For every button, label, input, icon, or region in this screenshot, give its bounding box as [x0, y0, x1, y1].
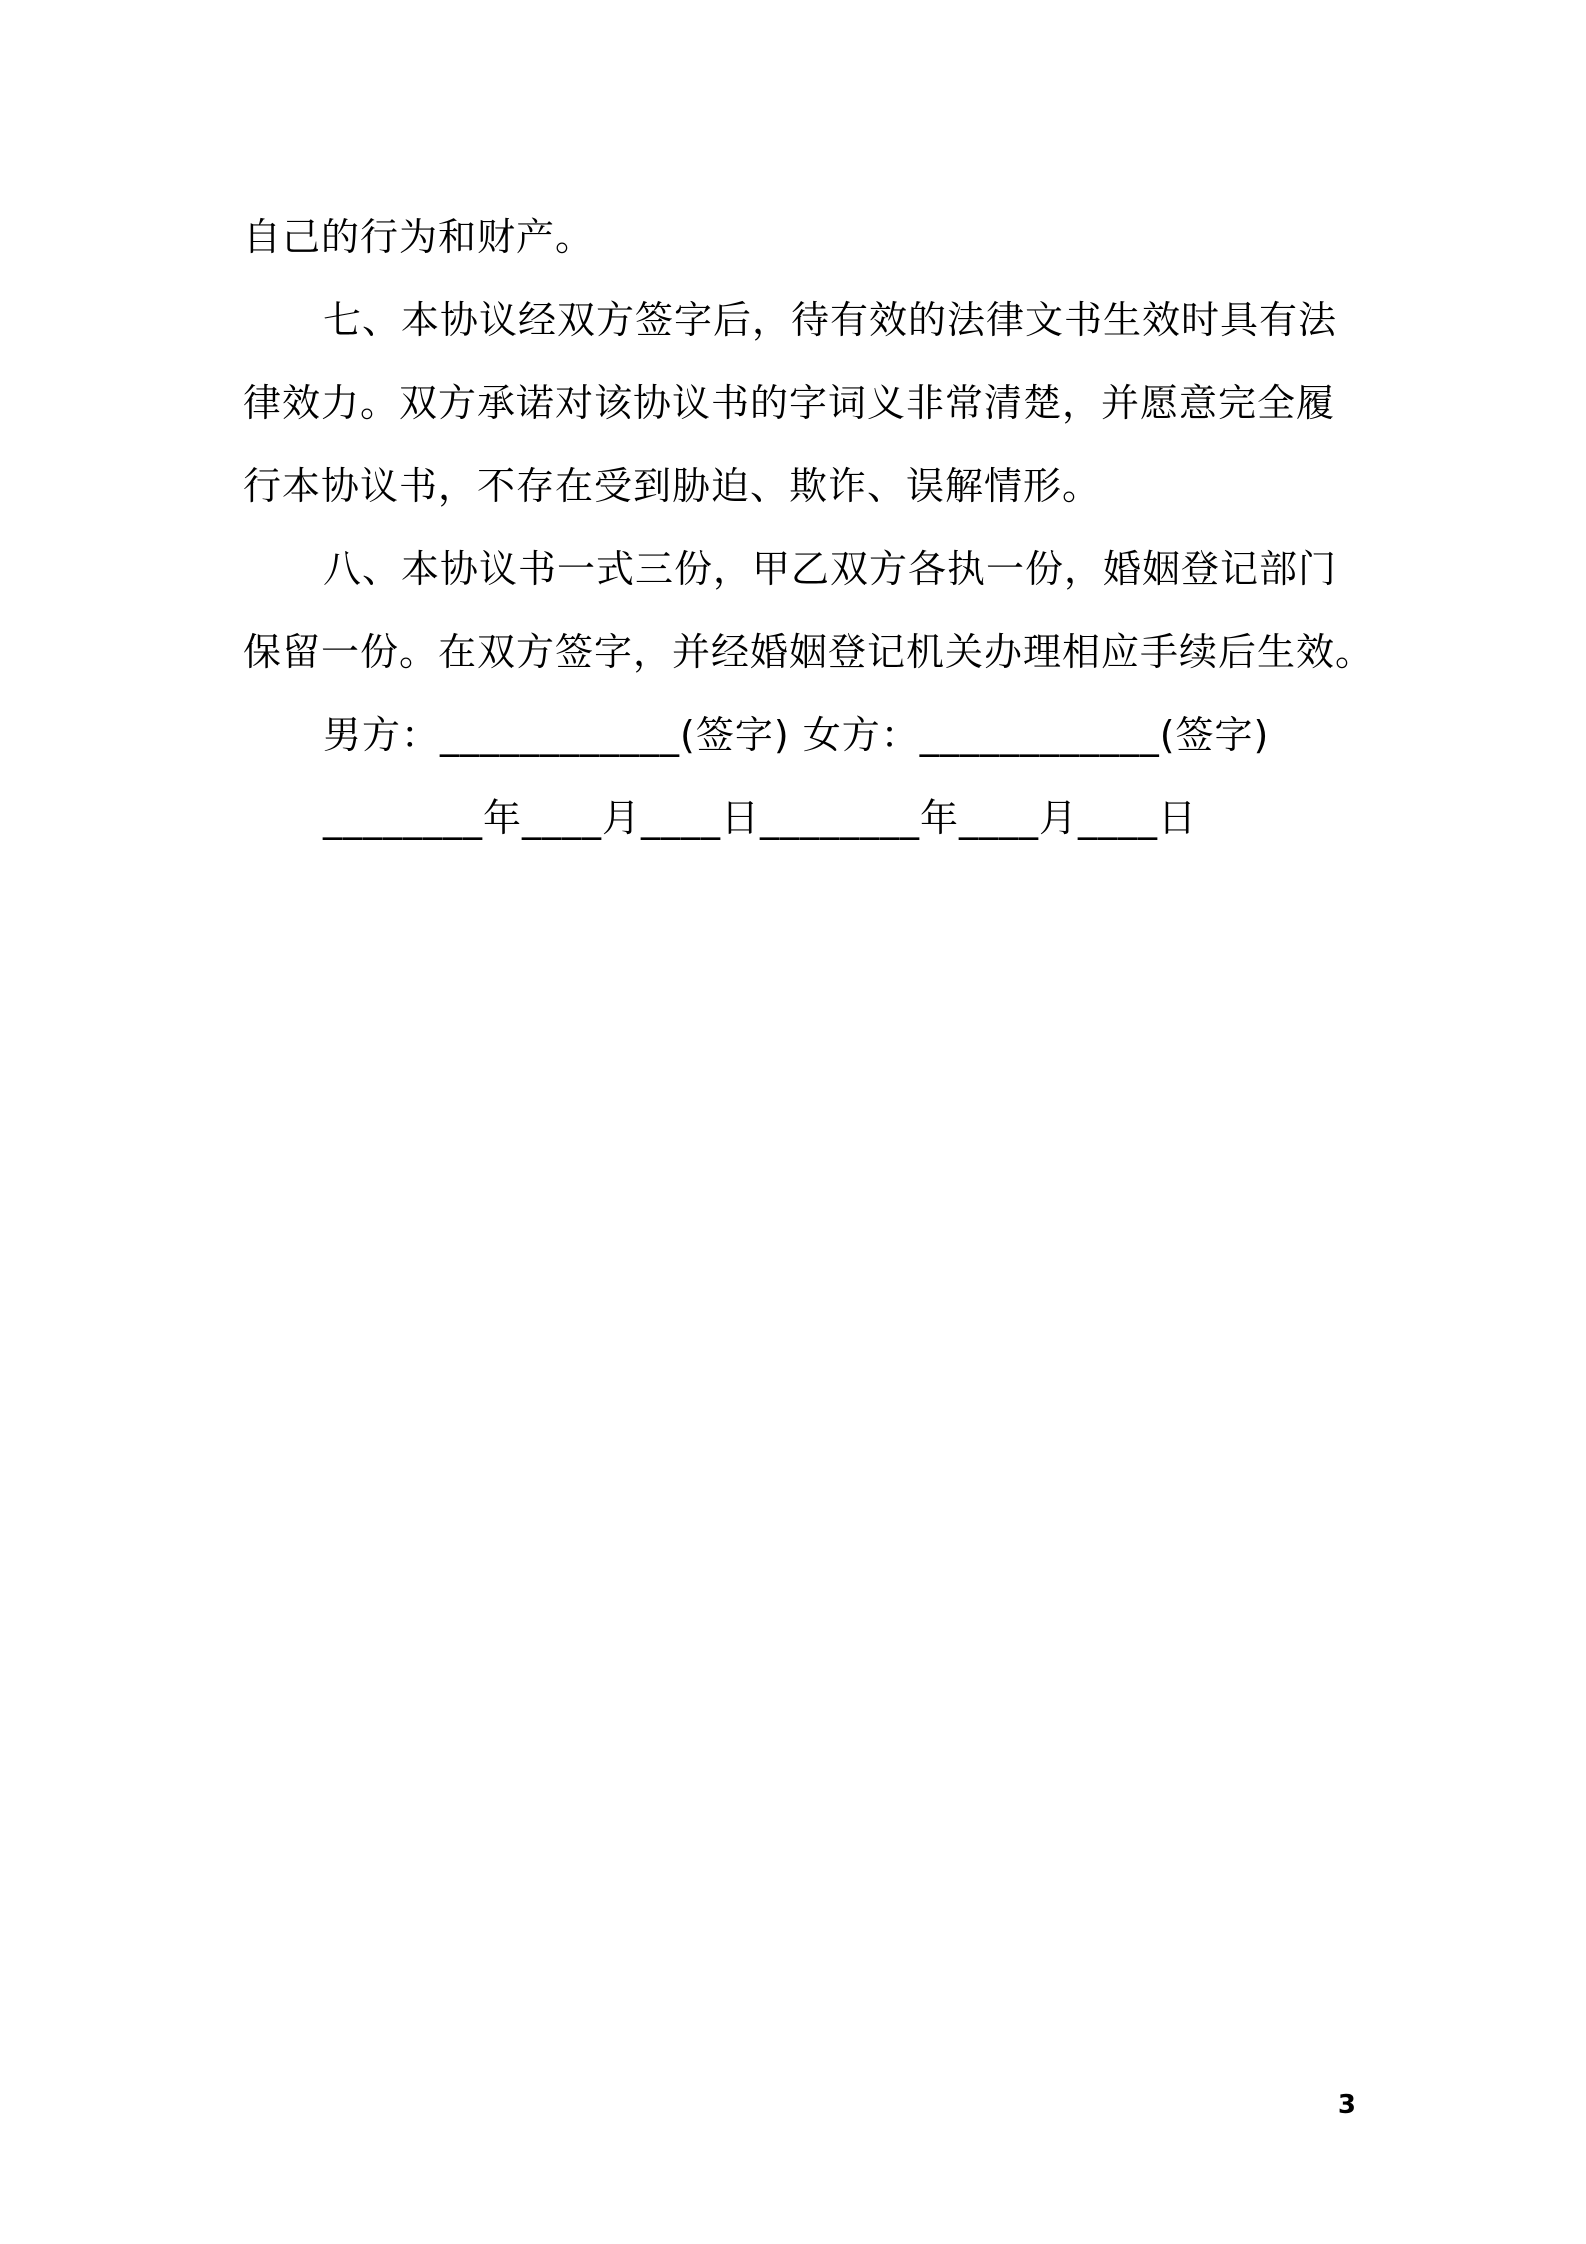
paragraph-8-line-1: 八、本协议书一式三份，甲乙双方各执一份，婚姻登记部门	[323, 547, 1338, 591]
document-body	[243, 196, 1375, 860]
paragraph-7-line-3: 行本协议书，不存在受到胁迫、欺诈、误解情形。	[243, 464, 1102, 508]
paragraph-8-line-2: 保留一份。在双方签字，并经婚姻登记机关办理相应手续后生效。	[243, 630, 1375, 674]
paragraph-7-line-2: 律效力。双方承诺对该协议书的字词义非常清楚，并愿意完全履	[243, 381, 1336, 425]
date-line: ________年____月____日________年____月____日	[323, 796, 1198, 840]
paragraph-7-line-1: 七、本协议经双方签字后，待有效的法律文书生效时具有法	[323, 298, 1338, 342]
page-number: 3	[1337, 2090, 1356, 2120]
signature-line: 男方：____________(签字) 女方：____________(签字)	[323, 713, 1270, 757]
paragraph-6-end: 自己的行为和财产。	[243, 215, 595, 259]
